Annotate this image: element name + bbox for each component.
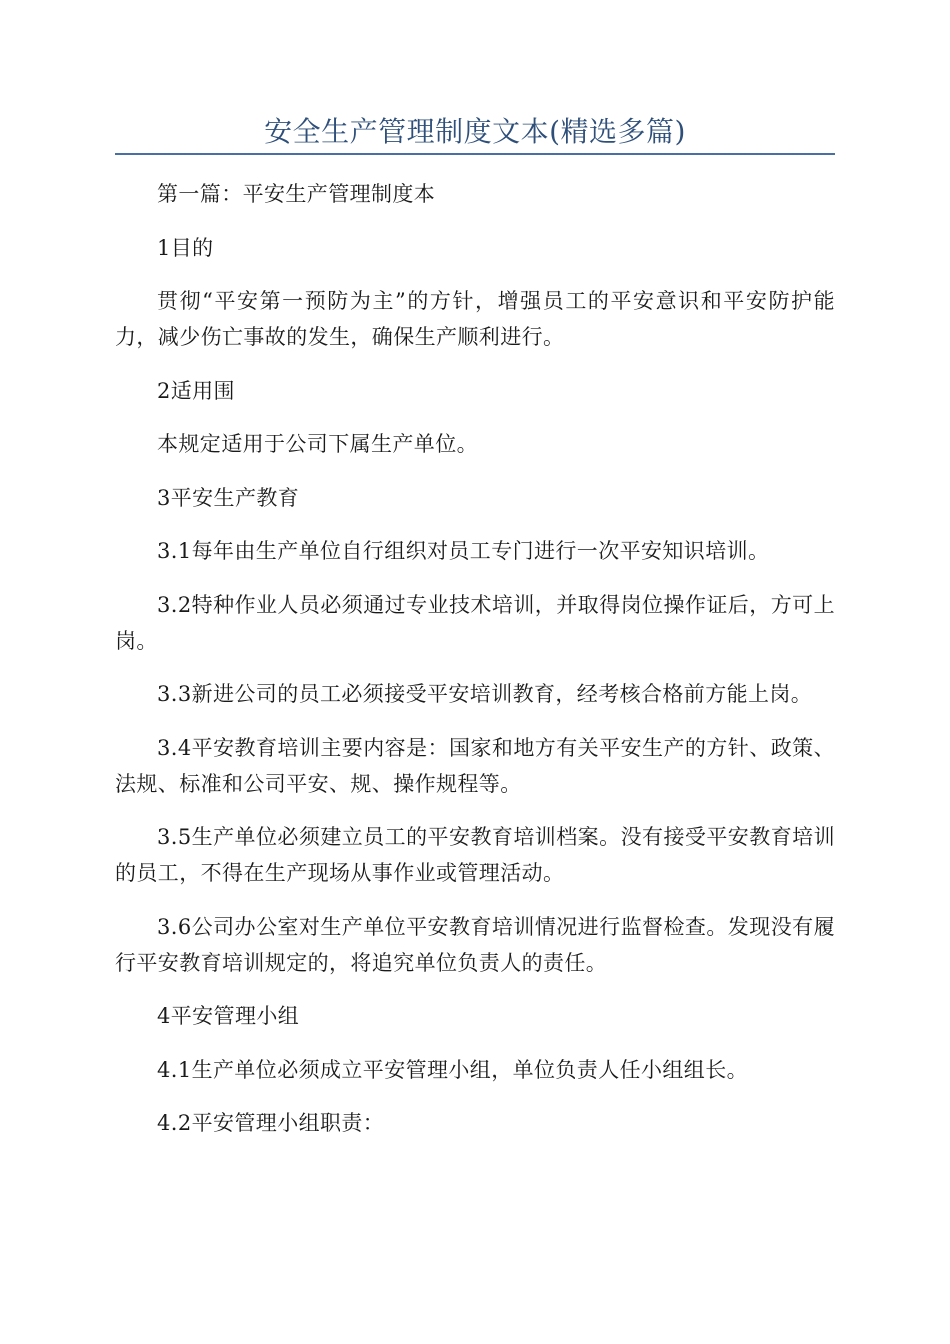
paragraph-section-3-heading: 3平安生产教育: [157, 485, 300, 510]
document-title: 安全生产管理制度文本(精选多篇): [264, 115, 686, 148]
paragraph-clause-3-6: 3.6公司办公室对生产单位平安教育培训情况进行监督检查。发现没有履行平安教育培训规定的，将追究单位负责人的责任。: [115, 914, 835, 975]
document-page: [115, 0, 835, 1344]
paragraph-clause-3-1: 3.1每年由生产单位自行组织对员工专门进行一次平安知识培训。: [157, 539, 770, 563]
paragraph-clause-3-3: 3.3新进公司的员工必须接受平安培训教育，经考核合格前方能上岗。: [157, 682, 813, 706]
paragraph-clause-3-4: 3.4平安教育培训主要内容是：国家和地方有关平安生产的方针、政策、法规、标准和公司平安、规、操作规程等。: [115, 735, 835, 796]
title-underline: [115, 153, 835, 155]
paragraph-clause-4-1: 4.1生产单位必须成立平安管理小组，单位负责人任小组组长。: [157, 1057, 748, 1082]
paragraph-chapter-heading: 第一篇：平安生产管理制度本: [157, 182, 436, 206]
paragraph-section-2-body: 本规定适用于公司下属生产单位。: [157, 432, 478, 456]
paragraph-clause-3-2: 3.2特种作业人员必须通过专业技术培训，并取得岗位操作证后，方可上岗。: [115, 592, 835, 653]
paragraph-section-1-body: 贯彻“平安第一预防为主”的方针，增强员工的平安意识和平安防护能力，减少伤亡事故的发生，确保生产顺利进行。: [115, 289, 835, 349]
paragraph-clause-3-5: 3.5生产单位必须建立员工的平安教育培训档案。没有接受平安教育培训的员工，不得在生产现场从事作业或管理活动。: [115, 825, 835, 885]
paragraph-section-1-heading: 1目的: [157, 235, 214, 260]
paragraph-section-4-heading: 4平安管理小组: [157, 1004, 300, 1028]
paragraph-clause-4-2: 4.2平安管理小组职责：: [157, 1111, 385, 1135]
document-body: [115, 176, 835, 1159]
paragraph-section-2-heading: 2适用围: [157, 378, 235, 403]
